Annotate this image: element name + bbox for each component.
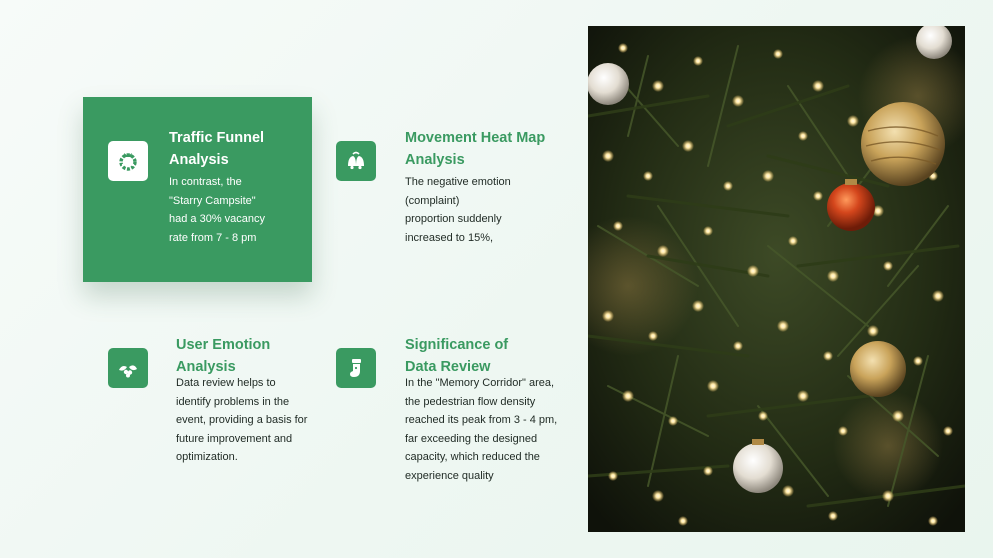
feature-title-data-review: Significance of Data Review: [405, 337, 509, 375]
stocking-icon: [336, 348, 376, 388]
holly-icon: [108, 348, 148, 388]
feature-text-user-emotion: Data review helps to identify problems in the event, providing a basis for future improvement and optimization.: [176, 377, 308, 463]
feature-text-data-review: In the "Memory Corridor" area, the pedestrian flow density reached its peak from 3 - 4 pm, far exceeding the designed capacity, which reduced the experience quality: [405, 377, 558, 482]
christmas-tree-photo: [588, 26, 965, 532]
wreath-icon: [108, 141, 148, 181]
feature-text-traffic-funnel: In contrast, the "Starry Campsite" had a 30% vacancy rate from 7 - 8 pm: [169, 176, 266, 244]
feature-title-user-emotion: User Emotion Analysis: [176, 337, 271, 375]
feature-title-heat-map: Movement Heat Map Analysis: [405, 130, 546, 168]
feature-title-traffic-funnel: Traffic Funnel Analysis: [169, 130, 265, 168]
feature-text-heat-map: The negative emotion (complaint) proportion suddenly increased to 15%,: [405, 176, 511, 244]
bells-icon: [336, 141, 376, 181]
